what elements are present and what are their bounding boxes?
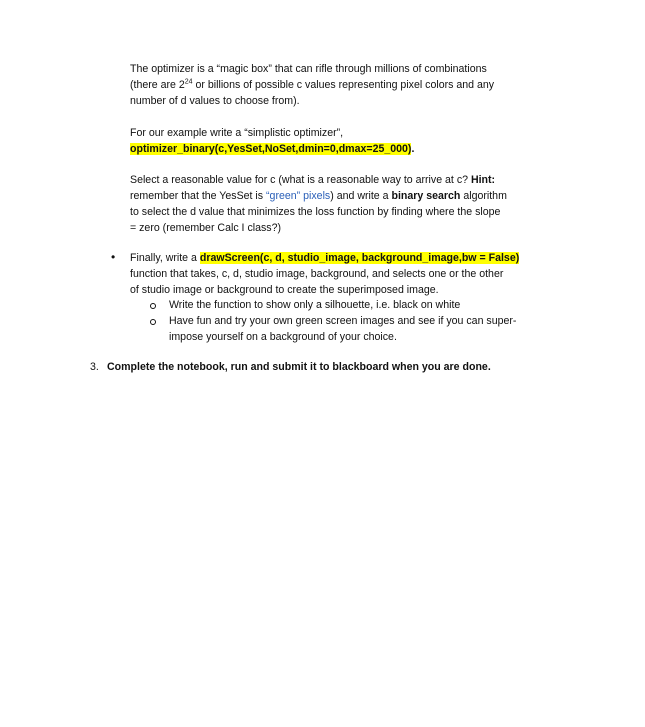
para1-line1: The optimizer is a “magic box” that can rifle through millions of combinations [130, 63, 487, 75]
t: Select a reasonable value for c (what is a reasonable way to arrive at c? [130, 174, 471, 186]
sub-bullet-2-line2: impose yourself on a background of your choice. [169, 331, 397, 343]
t: ) and write a [330, 190, 392, 202]
bullet-line2: function that takes, c, d, studio image, background, and selects one or the other [130, 268, 504, 280]
t: remember that the YesSet is [130, 190, 267, 202]
binary-search: binary search [391, 190, 461, 202]
bullet-line3: of studio image or background to create the superimposed image. [130, 284, 439, 296]
para3-line2 [130, 189, 507, 203]
bullet-line1 [130, 251, 519, 265]
green-word: “green” [266, 190, 301, 202]
t: (there are 2 [130, 79, 185, 91]
para2-line2 [130, 142, 414, 156]
optimizer-code: optimizer_binary(c,YesSet,NoSet,dmin=0,dmax=25_000) [130, 143, 412, 155]
t: Finally, write a [130, 252, 200, 264]
bullet-icon: • [111, 250, 116, 264]
para3-line1 [130, 173, 495, 187]
para2-line1: For our example write a “simplistic optimizer”, [130, 127, 344, 139]
t: . [411, 143, 415, 155]
drawscreen-code: drawScreen(c, d, studio_image, background_image,bw = False) [199, 252, 520, 264]
item3-text: Complete the notebook, run and submit it to blackboard when you are done. [107, 361, 491, 373]
pixels-word: pixels [303, 190, 331, 202]
sub-bullet-2-line1: Have fun and try your own green screen images and see if you can super- [169, 315, 517, 327]
sub-bullet-icon [150, 319, 156, 325]
para3-line3: to select the d value that minimizes the loss function by finding where the slope [130, 206, 501, 218]
t: algorithm [460, 190, 507, 202]
t: or billions of possible c values representing pixel colors and any [192, 79, 495, 91]
item3-number: 3. [90, 361, 99, 373]
para1-line2 [130, 78, 494, 92]
exponent: 24 [184, 78, 193, 86]
hint: Hint: [470, 174, 496, 186]
sub-bullet-icon [150, 303, 156, 309]
para1-line3: number of d values to choose from). [130, 95, 300, 107]
sub-bullet-1: Write the function to show only a silhouette, i.e. black on white [169, 299, 461, 311]
para3-line4: = zero (remember Calc I class?) [130, 222, 282, 234]
